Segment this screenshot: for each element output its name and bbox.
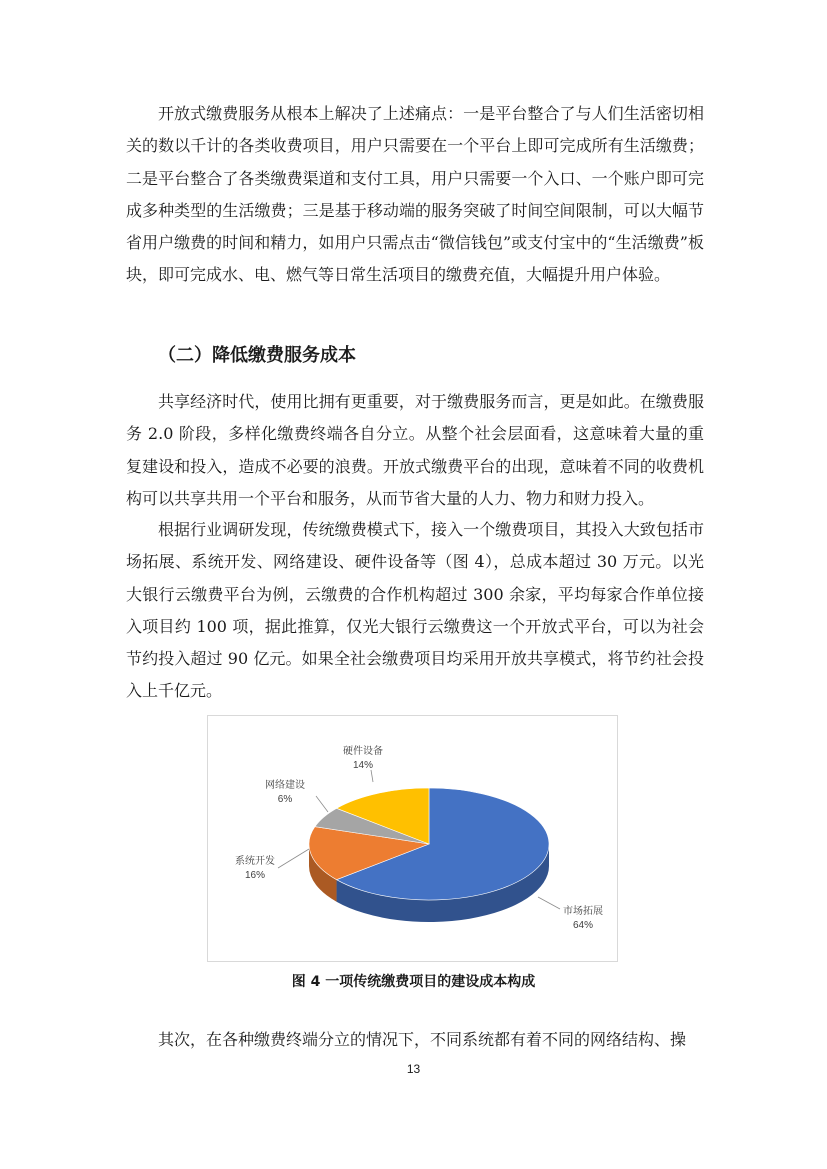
pie-leader-4	[371, 770, 373, 782]
pie-value-4: 14%	[352, 760, 374, 771]
pie-leader-3	[316, 796, 328, 812]
paragraph-sharing-economy: 共享经济时代，使用比拥有更重要，对于缴费服务而言，更是如此。在缴费服务 2.0 阶段，多样化缴费终端各自分立。从整个社会层面看，这意味着大量的重复建设和投入，造成不必要的浪费。开放式缴费平台的出现，意味着不同的收费机构可以共享共用一个平台和服务，从而节省大量的人力、物力和财力投入。	[126, 392, 704, 508]
pie-chart-figure	[207, 715, 618, 962]
pie-slices	[309, 788, 549, 900]
pie-label-2: 系统开发	[235, 856, 275, 867]
pie-chart	[208, 716, 619, 963]
pie-value-2: 16%	[244, 870, 266, 881]
pie-value-1: 64%	[572, 920, 594, 931]
pie-label-1: 市场拓展	[563, 906, 603, 917]
pie-value-3: 6%	[277, 794, 293, 805]
pie-leader-2	[278, 849, 309, 868]
paragraph-industry-research: 根据行业调研发现，传统缴费模式下，接入一个缴费项目，其投入大致包括市场拓展、系统开发、网络建设、硬件设备等（图 4），总成本超过 30 万元。以光大银行云缴费平台为例，云缴费的合作机构超过 300 余家，平均每家合作单位接入项目约 100 项，据此推算，仅光大银行云缴费这一个开放式平台，可以为社会节约投入超过 90 亿元。如果全社会缴费项目均采用开放共享模式，将节约社会投入上千亿元。	[126, 520, 704, 701]
pie-label-3: 网络建设	[265, 780, 305, 791]
page-number: 13	[406, 1062, 421, 1076]
pie-leader-1	[538, 897, 560, 909]
paragraph-terminal-separation: 其次，在各种缴费终端分立的情况下，不同系统都有着不同的网络结构、操	[158, 1030, 687, 1049]
pie-label-4: 硬件设备	[343, 746, 383, 757]
paragraph-open-payment: 开放式缴费服务从根本上解决了上述痛点：一是平台整合了与人们生活密切相关的数以千计的各类收费项目，用户只需要在一个平台上即可完成所有生活缴费；二是平台整合了各类缴费渠道和支付工具，用户只需要一个入口、一个账户即可完成多种类型的生活缴费；三是基于移动端的服务突破了时间空间限制，可以大幅节省用户缴费的时间和精力，如用户只需点击“微信钱包”或支付宝中的“生活缴费”板块，即可完成水、电、燃气等日常生活项目的缴费充值，大幅提升用户体验。	[126, 104, 704, 285]
section-heading: （二）降低缴费服务成本	[158, 345, 356, 366]
figure-caption: 图 4 一项传统缴费项目的建设成本构成	[291, 974, 536, 990]
